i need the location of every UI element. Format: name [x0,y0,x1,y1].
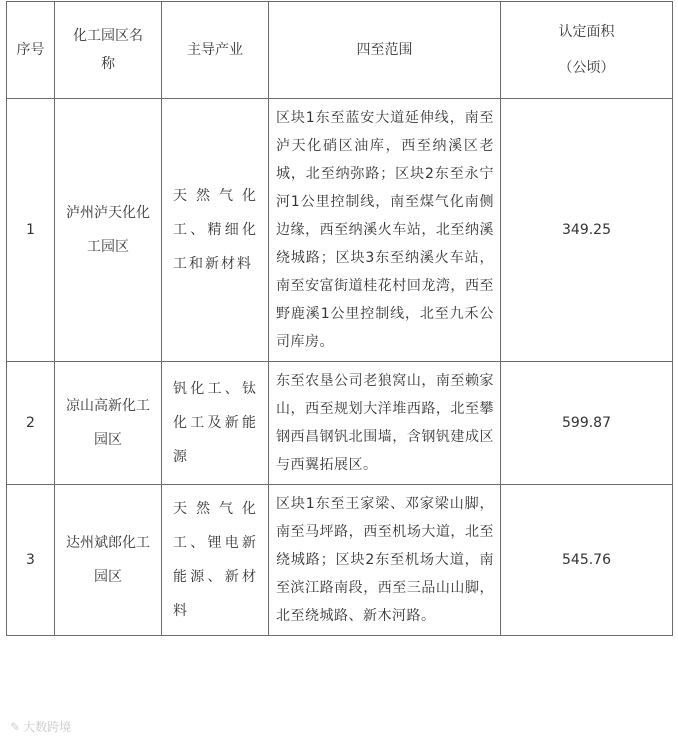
table-row [7,99,673,362]
row-park-name: 达州斌郎化工园区 [55,485,162,636]
header-range: 四至范围 [269,2,501,99]
table-row [7,362,673,485]
row-industry: 钒化工、钛化工及新能源 [162,362,269,485]
watermark-text: 大数跨境 [23,720,72,734]
row-range: 东至农垦公司老狼窝山，南至赖家山，西至规划大洋堆西路，北至攀钢西昌钢钒北围墙，含钢钒建成区与西翼拓展区。 [269,362,501,485]
row-area: 545.76 [501,485,673,636]
row-industry: 天然气化工、精细化工和新材料 [162,99,269,362]
row-area: 349.25 [501,99,673,362]
header-park-name [55,2,162,99]
header-park-name-label: 化工园区名称 [73,28,143,72]
chemical-park-table [6,1,673,636]
header-area-unit: （公顷） [558,60,615,76]
row-range: 区块1东至王家梁、邓家梁山脚，南至马坪路，西至机场大道，北至绕城路；区块2东至机场大道，南至滨江路南段，西至三品山山脚，北至绕城路、新木河路。 [269,485,501,636]
header-industry: 主导产业 [162,2,269,99]
header-area [501,2,673,99]
row-seq: 1 [7,99,55,362]
row-seq: 3 [7,485,55,636]
row-industry: 天然气化工、锂电新能源、新材料 [162,485,269,636]
table-row [7,485,673,636]
row-area: 599.87 [501,362,673,485]
watermark [10,718,71,735]
row-seq: 2 [7,362,55,485]
header-seq: 序号 [7,2,55,99]
row-park-name: 泸州泸天化化工园区 [55,99,162,362]
watermark-logo-icon: ✎ [10,719,21,734]
row-park-name: 凉山高新化工园区 [55,362,162,485]
row-range: 区块1东至蓝安大道延伸线，南至泸天化硝区油库，西至纳溪区老城，北至纳弥路；区块2东至永宁河1公里控制线，南至煤气化南侧边缘，西至纳溪火车站，北至纳溪绕城路；区块3东至纳溪火车站，南至安富街道桂花村回龙湾，西至野鹿溪1公里控制线，北至九禾公司库房。 [269,99,501,362]
header-area-label: 认定面积 [558,24,615,40]
table-header-row [7,2,673,99]
